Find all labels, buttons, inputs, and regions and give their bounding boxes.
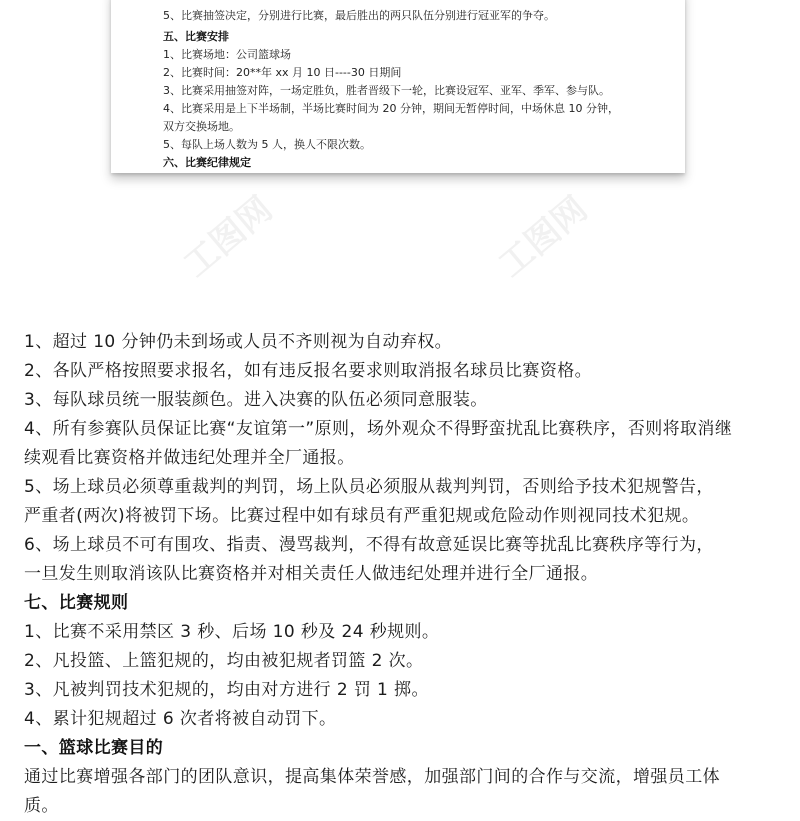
body-line: 4、累计犯规超过 6 次者将被自动罚下。 (24, 709, 337, 729)
preview-heading: 六、比赛纪律规定 (163, 156, 251, 169)
body-line: 1、比赛不采用禁区 3 秒、后场 10 秒及 24 秒规则。 (24, 622, 440, 642)
preview-line: 1、比赛场地：公司篮球场 (163, 48, 291, 61)
body-line: 2、凡投篮、上篮犯规的，均由被犯规者罚篮 2 次。 (24, 651, 424, 671)
preview-line: 5、比赛抽签决定，分别进行比赛，最后胜出的两只队伍分别进行冠亚军的争夺。 (163, 9, 555, 22)
preview-line: 4、比赛采用是上下半场制，半场比赛时间为 20 分钟，期间无暂停时间，中场休息 10 分钟， (163, 102, 619, 115)
section-heading: 一、篮球比赛目的 (24, 738, 164, 758)
body-line: 一旦发生则取消该队比赛资格并对相关责任人做违纪处理并进行全厂通报。 (24, 564, 599, 584)
watermark-logo: 工图网 (176, 189, 281, 286)
document-body (24, 328, 784, 821)
preview-line: 5、每队上场人数为 5 人，换人不限次数。 (163, 138, 371, 151)
preview-line: 2、比赛时间：20**年 xx 月 10 日----30 日期间 (163, 66, 402, 79)
body-line: 通过比赛增强各部门的团队意识，提高集体荣誉感，加强部门间的合作与交流，增强员工体 (24, 767, 720, 787)
watermark-logo: 工图网 (491, 189, 596, 286)
body-line: 3、每队球员统一服装颜色。进入决赛的队伍必须同意服装。 (24, 390, 488, 410)
preview-heading: 五、比赛安排 (163, 30, 229, 43)
body-line: 4、所有参赛队员保证比赛“友谊第一”原则，场外观众不得野蛮扰乱比赛秩序，否则将取消继 (24, 419, 733, 439)
preview-line: 3、比赛采用抽签对阵，一场定胜负，胜者晋级下一轮，比赛设冠军、亚军、季军、参与队。 (163, 84, 610, 97)
document-page-preview (111, 0, 685, 173)
body-line: 2、各队严格按照要求报名，如有违反报名要求则取消报名球员比赛资格。 (24, 361, 593, 381)
preview-line: 双方交换场地。 (163, 120, 240, 133)
body-line: 1、超过 10 分钟仍未到场或人员不齐则视为自动弃权。 (24, 332, 453, 352)
body-line: 质。 (24, 796, 59, 816)
body-line: 严重者(两次)将被罚下场。比赛过程中如有球员有严重犯规或危险动作则视同技术犯规。 (24, 506, 700, 526)
body-line: 5、场上球员必须尊重裁判的判罚，场上队员必须服从裁判判罚，否则给予技术犯规警告， (24, 477, 714, 497)
body-line: 续观看比赛资格并做违纪处理并全厂通报。 (24, 448, 355, 468)
body-line: 3、凡被判罚技术犯规的，均由对方进行 2 罚 1 掷。 (24, 680, 429, 700)
section-heading: 七、比赛规则 (24, 593, 129, 613)
body-line: 6、场上球员不可有围攻、指责、漫骂裁判，不得有故意延误比赛等扰乱比赛秩序等行为， (24, 535, 714, 555)
document-preview-area (0, 0, 800, 300)
